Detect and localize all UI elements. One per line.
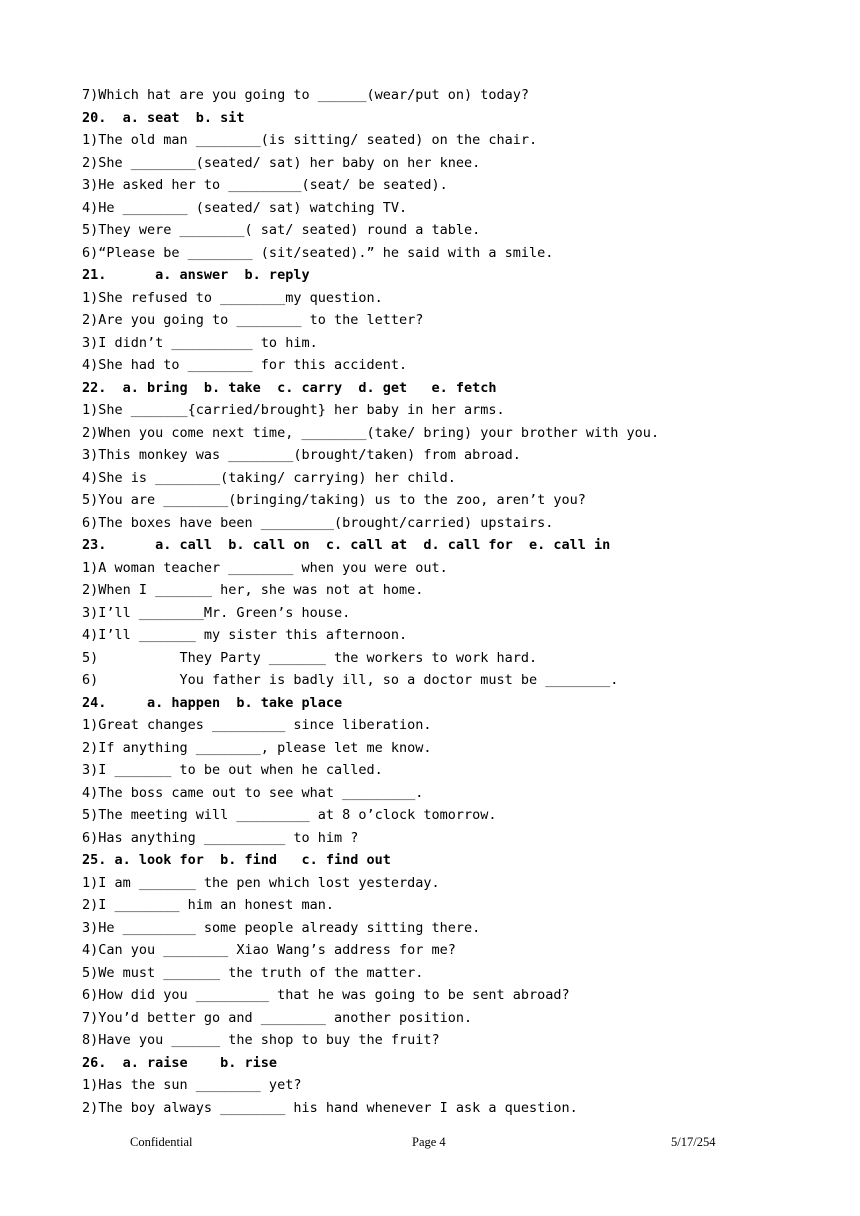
exercise-item: 2)She ________(seated/ sat) her baby on her knee. (82, 154, 481, 171)
exercise-item: 6)The boxes have been _________(brought/carried) upstairs. (82, 514, 554, 531)
footer-date: 5/17/254 (671, 1135, 716, 1149)
exercise-item: 1)Has the sun ________ yet? (82, 1077, 302, 1093)
exercise-item: 5)They were ________( sat/ seated) round a table. (82, 222, 481, 238)
exercise-item: 3)I _______ to be out when he called. (82, 762, 383, 778)
exercise-item: 2)The boy always ________ his hand whenever I ask a question. (82, 1099, 578, 1116)
exercise-item: 1)She _______{carried/brought} her baby in her arms. (82, 402, 505, 418)
exercise-item: 1)Great changes _________ since liberation. (82, 717, 432, 733)
exercise-item: 6) You father is badly ill, so a doctor must be ________. (82, 672, 619, 688)
exercise-item: 2)I ________ him an honest man. (82, 897, 334, 913)
section-heading: 20. a. seat b. sit (82, 109, 245, 126)
exercise-item: 4)The boss came out to see what _________. (82, 784, 424, 801)
exercise-item: 1)A woman teacher ________ when you were out. (82, 559, 448, 576)
exercise-item: 3)He asked her to _________(seat/ be seated). (82, 177, 448, 193)
exercise-item: 1)I am _______ the pen which lost yesterday. (82, 874, 440, 891)
exercise-item: 4)I’ll _______ my sister this afternoon. (82, 627, 408, 643)
exercise-item: 3)I didn’t __________ to him. (82, 334, 318, 351)
exercise-item: 5) They Party _______ the workers to work hard. (82, 649, 538, 666)
section-heading: 23. a. call b. call on c. call at d. call for e. call in (82, 537, 611, 553)
exercise-item: 5)The meeting will _________ at 8 o’clock tomorrow. (82, 807, 497, 823)
exercise-item: 8)Have you ______ the shop to buy the fruit? (82, 1032, 440, 1048)
section-heading: 26. a. raise b. rise (82, 1054, 278, 1071)
exercise-item: 2)If anything ________, please let me know. (82, 739, 432, 756)
section-heading: 25. a. look for b. find c. find out (82, 852, 391, 868)
exercise-item: 7)Which hat are you going to ______(wear/put on) today? (82, 87, 530, 103)
exercise-item: 4)She is ________(taking/ carrying) her child. (82, 469, 456, 486)
section-heading: 22. a. bring b. take c. carry d. get e. fetch (82, 379, 497, 396)
exercise-item: 3)He _________ some people already sitting there. (82, 919, 481, 936)
section-heading: 24. a. happen b. take place (82, 694, 343, 711)
exercise-item: 1)The old man ________(is sitting/ seated) on the chair. (82, 132, 538, 148)
exercise-item: 4)She had to ________ for this accident. (82, 357, 408, 373)
exercise-item: 3)This monkey was ________(brought/taken) from abroad. (82, 447, 521, 463)
exercise-item: 2)When you come next time, ________(take/ bring) your brother with you. (82, 424, 660, 441)
exercise-item: 2)Are you going to ________ to the letter? (82, 312, 424, 328)
footer-page-number: Page 4 (412, 1135, 446, 1149)
exercise-item: 5)You are ________(bringing/taking) us to the zoo, aren’t you? (82, 492, 586, 508)
exercise-item: 6)“Please be ________ (sit/seated).” he said with a smile. (82, 244, 554, 261)
exercise-item: 6)How did you _________ that he was going to be sent abroad? (82, 987, 570, 1003)
footer-confidential: Confidential (130, 1135, 193, 1149)
exercise-body (82, 84, 802, 1119)
exercise-item: 4)Can you ________ Xiao Wang’s address for me? (82, 942, 456, 958)
exercise-item: 7)You’d better go and ________ another position. (82, 1009, 473, 1026)
exercise-item: 3)I’ll ________Mr. Green’s house. (82, 604, 351, 621)
section-heading: 21. a. answer b. reply (82, 267, 310, 283)
exercise-item: 1)She refused to ________my question. (82, 289, 383, 306)
exercise-item: 2)When I _______ her, she was not at home. (82, 582, 424, 598)
exercise-item: 6)Has anything __________ to him ? (82, 829, 359, 846)
exercise-item: 5)We must _______ the truth of the matter. (82, 964, 424, 981)
exercise-item: 4)He ________ (seated/ sat) watching TV. (82, 199, 408, 216)
